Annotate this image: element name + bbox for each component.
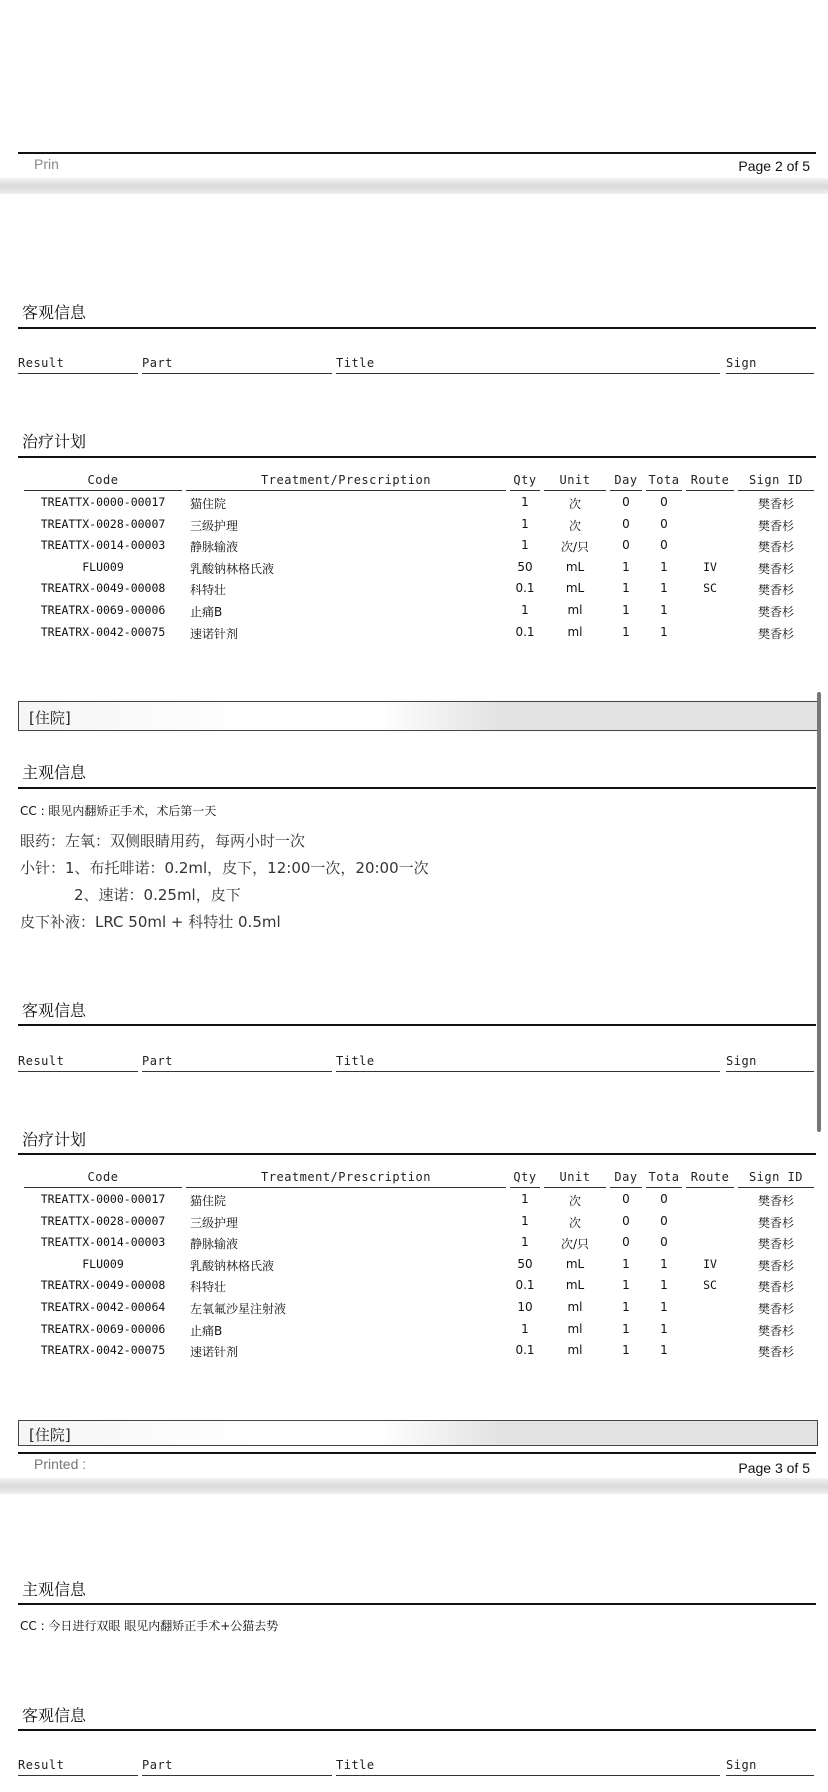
note-line: 小针：1、布托啡诺：0.2ml，皮下，12:00一次，20:00一次 xyxy=(20,859,429,877)
table-cell-unit: 次/只 xyxy=(560,540,590,555)
plan-heading: 治疗计划 xyxy=(22,1130,87,1149)
column-underline xyxy=(24,490,182,491)
plan-heading: 治疗计划 xyxy=(22,432,87,451)
objective-column-header: Result xyxy=(18,1758,65,1772)
table-cell-qty: 0.1 xyxy=(515,624,535,639)
table-cell-total: 0 xyxy=(660,1213,668,1228)
column-underline xyxy=(336,1071,720,1072)
table-cell-unit: 次 xyxy=(568,1194,581,1208)
objective-heading: 客观信息 xyxy=(22,1706,87,1725)
table-cell-item: 猫住院 xyxy=(190,497,227,511)
table-cell-unit: mL xyxy=(565,559,585,574)
table-cell-unit: mL xyxy=(565,1256,585,1271)
table-cell-sign: 樊香杉 xyxy=(757,583,794,598)
table-cell-sign: 樊香杉 xyxy=(757,518,794,533)
printed-label: Printed : xyxy=(34,1456,87,1472)
note-line: 眼药：左氧：双侧眼睛用药，每两小时一次 xyxy=(20,832,306,850)
column-underline xyxy=(142,1775,332,1776)
table-cell-total: 1 xyxy=(660,1343,668,1358)
table-column-header: Qty xyxy=(513,473,537,487)
section-rule xyxy=(18,1729,816,1731)
table-cell-total: 0 xyxy=(660,516,668,531)
table-cell-sign: 樊香杉 xyxy=(757,1258,794,1273)
page-separator xyxy=(0,178,828,194)
page-footer-rule xyxy=(18,152,816,154)
table-cell-sign: 樊香杉 xyxy=(757,1280,794,1295)
table-cell-code: TREATRX-0042-00064 xyxy=(40,1300,166,1314)
table-cell-item: 乳酸钠林格氏液 xyxy=(190,1258,275,1273)
table-cell-item: 静脉输液 xyxy=(190,540,239,555)
table-column-header: Day xyxy=(614,473,638,487)
table-cell-total: 1 xyxy=(660,559,668,574)
table-cell-item: 猫住院 xyxy=(190,1194,227,1208)
table-cell-sign: 樊香杉 xyxy=(757,626,794,641)
table-column-header: Day xyxy=(614,1170,638,1184)
table-cell-unit: ml xyxy=(567,1321,583,1336)
table-cell-total: 1 xyxy=(660,624,668,639)
column-underline xyxy=(142,373,332,374)
column-underline xyxy=(336,1775,720,1776)
table-column-header: Sign ID xyxy=(748,1170,804,1184)
table-cell-total: 1 xyxy=(660,1278,668,1293)
table-cell-total: 0 xyxy=(660,1192,668,1206)
table-cell-total: 0 xyxy=(660,495,668,509)
section-rule xyxy=(18,456,816,458)
column-underline xyxy=(510,1187,540,1188)
table-column-header: Treatment/Prescription xyxy=(261,1170,431,1184)
chief-complaint: CC : 今日进行双眼 眼见内翻矫正手术+公猫去势 xyxy=(20,1619,279,1633)
table-cell-sign: 樊香杉 xyxy=(757,540,794,555)
objective-column-header: Sign xyxy=(726,356,757,370)
column-underline xyxy=(610,490,642,491)
table-cell-sign: 樊香杉 xyxy=(757,497,794,511)
column-underline xyxy=(646,1187,682,1188)
column-underline xyxy=(738,490,814,491)
table-cell-item: 止痛B xyxy=(190,605,223,619)
table-cell-code: TREATTX-0000-00017 xyxy=(40,495,166,509)
table-cell-code: TREATTX-0028-00007 xyxy=(40,1213,166,1228)
table-cell-total: 1 xyxy=(660,1256,668,1271)
table-cell-unit: 次/只 xyxy=(560,1237,590,1252)
objective-column-header: Result xyxy=(18,356,65,370)
column-underline xyxy=(24,1187,182,1188)
table-cell-unit: ml xyxy=(567,1343,583,1358)
table-cell-sign: 樊香杉 xyxy=(757,1237,794,1252)
column-underline xyxy=(510,490,540,491)
column-underline xyxy=(544,1187,606,1188)
table-cell-qty: 1 xyxy=(521,1213,529,1228)
objective-column-header: Title xyxy=(336,356,375,370)
table-cell-unit: mL xyxy=(565,581,585,596)
table-cell-day: 0 xyxy=(622,1235,630,1250)
section-rule xyxy=(18,1153,816,1155)
table-cell-total: 1 xyxy=(660,581,668,596)
table-column-header: Route xyxy=(690,473,730,487)
table-cell-sign: 樊香杉 xyxy=(757,561,794,576)
table-column-header: Tota xyxy=(648,1170,680,1184)
column-underline xyxy=(544,490,606,491)
table-cell-qty: 50 xyxy=(517,559,533,574)
column-underline xyxy=(336,373,720,374)
inpatient-section-bar xyxy=(18,1420,818,1446)
table-cell-day: 0 xyxy=(622,516,630,531)
table-cell-unit: ml xyxy=(567,603,583,617)
objective-column-header: Title xyxy=(336,1054,375,1068)
table-cell-qty: 0.1 xyxy=(515,581,535,596)
table-cell-code: TREATTX-0000-00017 xyxy=(40,1192,166,1206)
section-rule xyxy=(18,1603,816,1605)
section-rule xyxy=(18,787,816,789)
table-cell-item: 速诺针剂 xyxy=(190,1345,239,1360)
table-cell-unit: mL xyxy=(565,1278,585,1293)
table-cell-code: TREATRX-0042-00075 xyxy=(40,624,166,639)
table-column-header: Treatment/Prescription xyxy=(261,473,431,487)
objective-column-header: Part xyxy=(142,356,173,370)
note-line: 2、速诺：0.25ml，皮下 xyxy=(74,886,241,904)
table-cell-code: TREATRX-0042-00075 xyxy=(40,1343,166,1358)
table-cell-unit: 次 xyxy=(568,497,581,511)
table-cell-code: TREATTX-0014-00003 xyxy=(40,1235,166,1250)
subjective-heading: 主观信息 xyxy=(22,1580,87,1599)
table-cell-code: FLU009 xyxy=(82,1256,124,1271)
table-cell-day: 0 xyxy=(622,538,630,553)
table-cell-route: SC xyxy=(703,1278,717,1293)
table-cell-total: 1 xyxy=(660,603,668,617)
table-cell-sign: 樊香杉 xyxy=(757,1345,794,1360)
table-cell-qty: 1 xyxy=(521,538,529,553)
table-cell-qty: 1 xyxy=(521,1235,529,1250)
table-cell-unit: 次 xyxy=(568,1215,581,1230)
table-cell-total: 0 xyxy=(660,538,668,553)
objective-column-header: Part xyxy=(142,1054,173,1068)
column-underline xyxy=(686,490,734,491)
section-rule xyxy=(18,327,816,329)
table-cell-sign: 樊香杉 xyxy=(757,1215,794,1230)
objective-column-header: Part xyxy=(142,1758,173,1772)
table-cell-item: 科特壮 xyxy=(190,1280,227,1295)
table-column-header: Unit xyxy=(559,473,591,487)
table-cell-item: 三级护理 xyxy=(190,1215,239,1230)
table-cell-code: TREATTX-0028-00007 xyxy=(40,516,166,531)
page-number: Page 2 of 5 xyxy=(738,158,810,174)
table-cell-qty: 1 xyxy=(521,1321,529,1336)
column-underline xyxy=(186,490,506,491)
column-underline xyxy=(186,1187,506,1188)
table-cell-code: FLU009 xyxy=(82,559,124,574)
column-underline xyxy=(18,373,138,374)
table-cell-day: 1 xyxy=(622,1343,630,1358)
table-cell-day: 1 xyxy=(622,624,630,639)
table-cell-day: 0 xyxy=(622,495,630,509)
table-cell-total: 1 xyxy=(660,1321,668,1336)
objective-column-header: Sign xyxy=(726,1758,757,1772)
table-cell-code: TREATRX-0049-00008 xyxy=(40,581,166,596)
column-underline xyxy=(726,1071,814,1072)
table-cell-unit: 次 xyxy=(568,518,581,533)
subjective-heading: 主观信息 xyxy=(22,763,87,782)
chief-complaint: CC : 眼见内翻矫正手术，术后第一天 xyxy=(20,804,217,818)
table-cell-day: 1 xyxy=(622,559,630,574)
table-cell-total: 1 xyxy=(660,1300,668,1314)
table-cell-item: 速诺针剂 xyxy=(190,626,239,641)
table-cell-qty: 0.1 xyxy=(515,1343,535,1358)
table-cell-day: 1 xyxy=(622,603,630,617)
table-column-header: Route xyxy=(690,1170,730,1184)
page-number: Page 3 of 5 xyxy=(738,1460,810,1476)
table-cell-unit: ml xyxy=(567,624,583,639)
objective-column-header: Sign xyxy=(726,1054,757,1068)
column-underline xyxy=(726,1775,814,1776)
table-column-header: Sign ID xyxy=(748,473,804,487)
table-cell-route: IV xyxy=(703,559,717,574)
table-cell-route: IV xyxy=(703,1256,717,1271)
table-cell-code: TREATRX-0069-00006 xyxy=(40,603,166,617)
table-cell-unit: ml xyxy=(567,1300,583,1314)
table-cell-item: 静脉输液 xyxy=(190,1237,239,1252)
section-rule xyxy=(18,1024,816,1026)
table-cell-sign: 樊香杉 xyxy=(757,605,794,619)
table-cell-day: 0 xyxy=(622,1213,630,1228)
column-underline xyxy=(610,1187,642,1188)
column-underline xyxy=(686,1187,734,1188)
note-line: 皮下补液：LRC 50ml + 科特壮 0.5ml xyxy=(20,913,281,931)
column-underline xyxy=(142,1071,332,1072)
objective-column-header: Title xyxy=(336,1758,375,1772)
table-cell-total: 0 xyxy=(660,1235,668,1250)
objective-heading: 客观信息 xyxy=(22,1001,87,1020)
table-cell-qty: 1 xyxy=(521,1192,529,1206)
table-column-header: Code xyxy=(87,1170,119,1184)
page-separator xyxy=(0,1478,828,1494)
table-column-header: Code xyxy=(87,473,119,487)
table-cell-item: 科特壮 xyxy=(190,583,227,598)
table-cell-sign: 樊香杉 xyxy=(757,1302,794,1316)
vertical-scrollbar[interactable] xyxy=(817,692,821,1132)
table-cell-qty: 50 xyxy=(517,1256,533,1271)
printed-label: Prin xyxy=(34,156,59,172)
table-cell-sign: 樊香杉 xyxy=(757,1194,794,1208)
table-cell-item: 三级护理 xyxy=(190,518,239,533)
table-cell-qty: 1 xyxy=(521,603,529,617)
table-column-header: Tota xyxy=(648,473,680,487)
table-cell-qty: 1 xyxy=(521,516,529,531)
table-cell-day: 1 xyxy=(622,1278,630,1293)
table-cell-qty: 0.1 xyxy=(515,1278,535,1293)
table-cell-qty: 10 xyxy=(517,1300,533,1314)
column-underline xyxy=(646,490,682,491)
table-cell-day: 1 xyxy=(622,1321,630,1336)
inpatient-section-bar xyxy=(18,701,818,731)
table-cell-day: 0 xyxy=(622,1192,630,1206)
inpatient-label: [住院] xyxy=(29,709,71,727)
table-cell-sign: 樊香杉 xyxy=(757,1323,794,1338)
table-cell-code: TREATTX-0014-00003 xyxy=(40,538,166,553)
objective-heading: 客观信息 xyxy=(22,303,87,322)
objective-column-header: Result xyxy=(18,1054,65,1068)
inpatient-label: [住院] xyxy=(29,1426,71,1444)
table-cell-code: TREATRX-0049-00008 xyxy=(40,1278,166,1293)
table-column-header: Qty xyxy=(513,1170,537,1184)
column-underline xyxy=(18,1071,138,1072)
column-underline xyxy=(726,373,814,374)
table-cell-day: 1 xyxy=(622,1300,630,1314)
table-cell-day: 1 xyxy=(622,1256,630,1271)
table-cell-day: 1 xyxy=(622,581,630,596)
table-cell-qty: 1 xyxy=(521,495,529,509)
table-cell-code: TREATRX-0069-00006 xyxy=(40,1321,166,1336)
page-footer-rule xyxy=(18,1452,816,1454)
table-column-header: Unit xyxy=(559,1170,591,1184)
table-cell-item: 止痛B xyxy=(190,1323,223,1338)
column-underline xyxy=(738,1187,814,1188)
table-cell-route: SC xyxy=(703,581,717,596)
table-cell-item: 乳酸钠林格氏液 xyxy=(190,561,275,576)
column-underline xyxy=(18,1775,138,1776)
table-cell-item: 左氧氟沙星注射液 xyxy=(190,1302,287,1316)
